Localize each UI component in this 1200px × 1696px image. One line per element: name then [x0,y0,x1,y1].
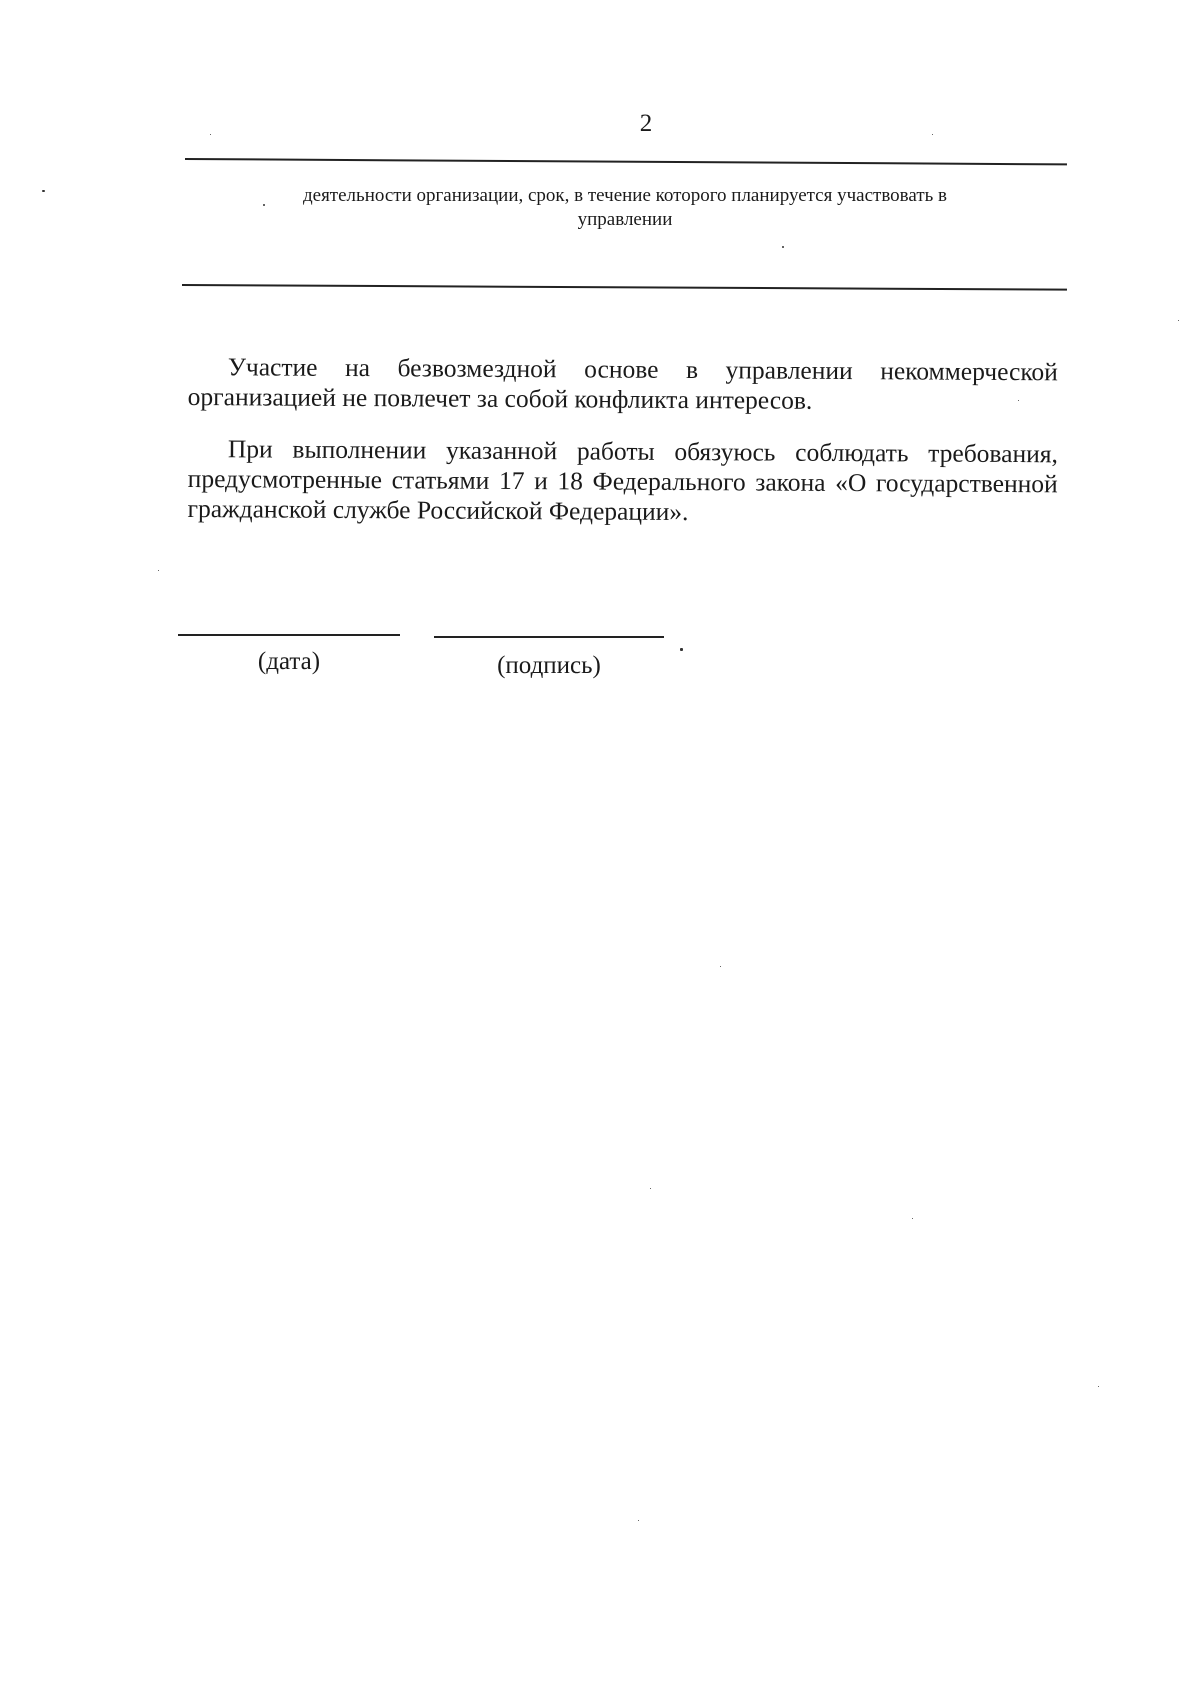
scan-speck [638,1520,639,1521]
date-line [178,634,400,636]
conflict-of-interest-paragraph: Участие на безвозмездной основе в управлении некоммерческой организацией не повлечет за собой конфликта интересов. [187,352,1058,415]
page-number: 2 [639,110,653,137]
field-caption-line-2: управлении [577,209,673,230]
scan-speck [912,1218,913,1219]
scan-speck [1178,320,1179,321]
date-label: (дата) [257,648,321,675]
scan-speck [720,966,721,967]
signature-line [434,636,664,638]
scan-speck [1018,400,1019,401]
scan-speck [680,648,683,651]
scan-speck [210,134,211,135]
caption-top-rule [185,158,1067,165]
field-caption-line-1: деятельности организации, срок, в течение которого планируется участвовать в [302,185,948,206]
obligation-paragraph: При выполнении указанной работы обязуюсь соблюдать требования, предусмотренные статьями 17 и 18 Федерального закона «О государственной гражданской службе Российской Федерации». [187,434,1058,527]
scan-speck [158,570,159,571]
field-caption [190,184,1060,232]
scan-speck [650,1188,651,1189]
scan-speck [932,134,933,135]
scan-speck [782,246,784,248]
caption-bottom-rule [182,284,1067,291]
scan-speck [263,204,265,206]
scan-speck [42,190,45,192]
signature-label: (подпись) [497,652,601,679]
scan-speck [1098,1386,1099,1387]
